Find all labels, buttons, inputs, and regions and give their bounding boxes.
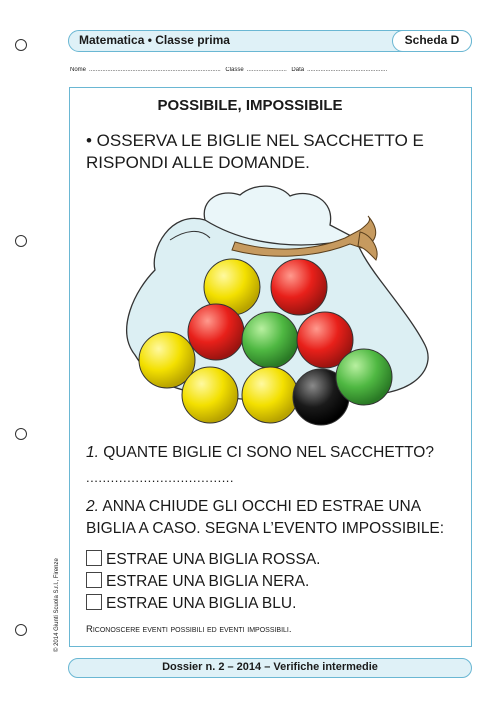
name-field[interactable]: ............................................................................... xyxy=(89,67,221,73)
answer-line[interactable]: .................................... xyxy=(86,470,235,485)
option-black xyxy=(86,572,309,592)
checkbox-red[interactable] xyxy=(86,550,102,566)
binder-hole-1 xyxy=(15,39,27,51)
copyright-text: © 2014 Giunti Scuola S.r.l., Firenze xyxy=(54,558,60,652)
question-2-number: 2. xyxy=(86,498,99,515)
binder-hole-3 xyxy=(15,428,27,440)
option-blue xyxy=(86,594,296,614)
checkbox-blue[interactable] xyxy=(86,594,102,610)
instruction-text: • OSSERVA LE BIGLIE NEL SACCHETTO E RISPONDI ALLE DOMANDE. xyxy=(86,131,424,172)
marble-green xyxy=(242,312,298,368)
marble-red xyxy=(271,259,327,315)
question-2 xyxy=(86,496,466,540)
class-label: Classe xyxy=(225,67,244,73)
question-1-text: QUANTE BIGLIE CI SONO NEL SACCHETTO? xyxy=(103,444,434,461)
page-title: POSSIBILE, IMPOSSIBILE xyxy=(157,97,343,114)
class-field[interactable]: ........................ xyxy=(246,67,287,73)
option-black-text: ESTRAE UNA BIGLIA NERA. xyxy=(106,573,310,590)
option-blue-text: ESTRAE UNA BIGLIA BLU. xyxy=(106,595,297,612)
marble-yellow xyxy=(182,367,238,423)
date-field[interactable]: ................................................ xyxy=(307,67,388,73)
checkbox-black[interactable] xyxy=(86,572,102,588)
header-bar xyxy=(68,30,472,52)
learning-objective: Riconoscere eventi possibili ed eventi impossibili. xyxy=(86,624,292,635)
question-1-number: 1. xyxy=(86,444,99,461)
binder-hole-4 xyxy=(15,624,27,636)
marble-yellow xyxy=(242,367,298,423)
name-row xyxy=(70,67,472,73)
option-red-text: ESTRAE UNA BIGLIA ROSSA. xyxy=(106,551,321,568)
binder-hole-2 xyxy=(15,235,27,247)
marble-green xyxy=(336,349,392,405)
question-1 xyxy=(86,444,434,462)
marble-red xyxy=(188,304,244,360)
marble-bag-illustration xyxy=(110,180,440,440)
sheet-label: Scheda D xyxy=(392,30,472,52)
question-2-text: ANNA CHIUDE GLI OCCHI ED ESTRAE UNA BIGLIA A CASO. SEGNA L’EVENTO IMPOSSIBILE: xyxy=(86,498,445,537)
name-label: Nome xyxy=(70,67,87,73)
footer-bar: Dossier n. 2 – 2014 – Verifiche intermedie xyxy=(68,658,472,678)
option-red xyxy=(86,550,321,570)
date-label: Data xyxy=(291,67,305,73)
subject-label: Matematica • Classe prima xyxy=(79,33,230,47)
